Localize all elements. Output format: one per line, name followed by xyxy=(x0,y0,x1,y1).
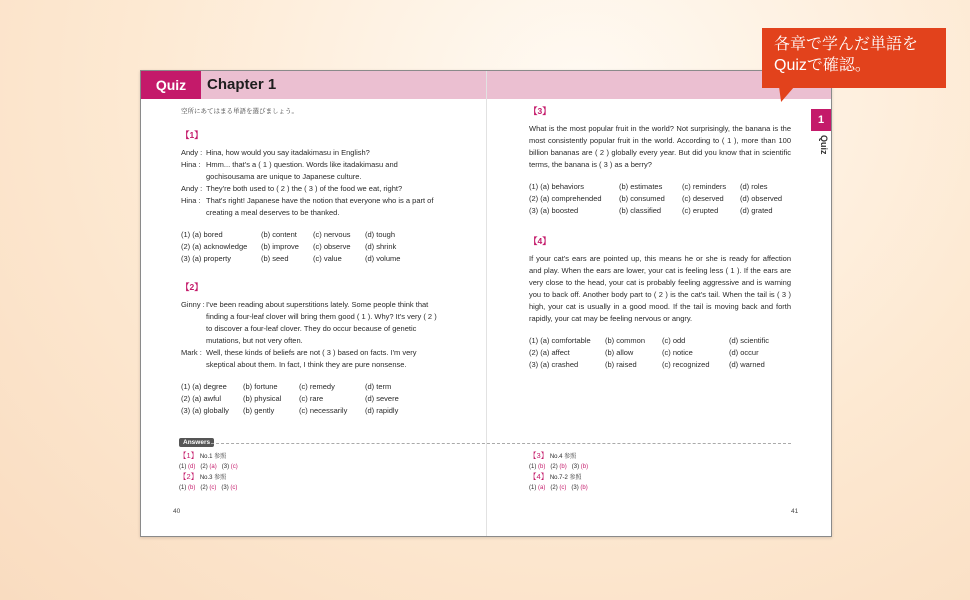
answer-title: 【2】 xyxy=(179,472,199,481)
dialog-line xyxy=(181,195,443,219)
option: (d) scientific xyxy=(729,336,770,345)
option: (c) observe xyxy=(313,242,351,251)
answer-num: (3) xyxy=(221,463,230,470)
answer-ref: No.7-2 参照 xyxy=(549,475,582,481)
option: (d) volume xyxy=(365,254,401,263)
option-row xyxy=(181,405,443,417)
answer-num: (3) xyxy=(221,484,229,491)
chapter-tab-number: 1 xyxy=(811,109,831,131)
utterance: Hmm... that's a ( 1 ) question. Words like itadakimasu and gochisousama are unique to Japanese culture. xyxy=(206,160,398,181)
option: (1) (a) bored xyxy=(181,230,223,239)
option: (b) content xyxy=(261,230,297,239)
option: (d) shrink xyxy=(365,242,397,251)
utterance: I've been reading about superstitions lately. Some people think that finding a four-leaf clover will bring them good ( 1 ). Why? It's very ( 2 ) to discover a four-leaf clover. They do occur because of genetic mutations, but not very often. xyxy=(206,300,437,345)
answer-items xyxy=(529,484,588,494)
options xyxy=(529,335,791,371)
option: (b) raised xyxy=(605,360,637,369)
speaker: Hina : xyxy=(181,196,201,205)
option: (b) improve xyxy=(261,242,299,251)
speaker: Mark : xyxy=(181,348,202,357)
callout-line-1: 各章で学んだ単語を xyxy=(774,36,919,53)
passage: If your cat's ears are pointed up, this means he or she is ready for affection and play. When the ears are lower, your cat is feeling less ( 1 ). If the ears are very close to the head, your cat is probably feeling aggressive and is warning you to back off. Another body part to ( 2 ) is the cat's tail. When the tail is ( 3 ) high, your cat is usually in a good mood. If the tail is moving back and forth rapidly, your cat may be feeling nervous or angry. xyxy=(529,254,791,323)
option: (d) occur xyxy=(729,348,759,357)
utterance: They're both used to ( 2 ) the ( 3 ) of the food we eat, right? xyxy=(206,184,403,193)
option: (2) (a) awful xyxy=(181,394,222,403)
option-row xyxy=(181,229,443,241)
speaker: Andy : xyxy=(181,148,203,157)
chapter-tab-label: Quiz xyxy=(819,135,829,155)
answer-num: (1) xyxy=(529,463,537,470)
answer-key: (c) xyxy=(230,463,238,470)
option: (d) tough xyxy=(365,230,396,239)
answer-items xyxy=(529,463,588,473)
option: (b) fortune xyxy=(243,382,278,391)
option: (c) deserved xyxy=(682,194,724,203)
speaker: Andy : xyxy=(181,184,203,193)
option: (c) remedy xyxy=(299,382,335,391)
section-4 xyxy=(529,235,791,371)
answers-divider xyxy=(211,443,791,444)
option: (d) rapidly xyxy=(365,406,399,415)
option: (c) nervous xyxy=(313,230,351,239)
option: (2) (a) affect xyxy=(529,348,570,357)
section-2 xyxy=(181,281,443,417)
option-row xyxy=(529,181,791,193)
option: (3) (a) property xyxy=(181,254,232,263)
dialog xyxy=(181,299,443,371)
option: (d) observed xyxy=(740,194,783,203)
answer-title: 【4】 xyxy=(529,472,549,481)
utterance: That's right! Japanese have the notion that everyone who is a part of creating a meal deserves to be thanked. xyxy=(206,196,434,217)
page-fold xyxy=(486,71,487,536)
option: (c) odd xyxy=(662,336,686,345)
answer-num: (3) xyxy=(571,484,579,491)
answer-block-1 xyxy=(179,451,238,493)
answer-block-2 xyxy=(529,451,588,493)
answer-ref: No.1 参照 xyxy=(199,454,227,460)
option-row xyxy=(181,241,443,253)
page-number-right: 41 xyxy=(791,508,799,515)
option: (d) roles xyxy=(740,182,768,191)
option: (c) reminders xyxy=(682,182,727,191)
option-row xyxy=(529,193,791,205)
option: (d) grated xyxy=(740,206,773,215)
option: (c) recognized xyxy=(662,360,710,369)
page-number-left: 40 xyxy=(173,508,181,515)
option-row xyxy=(181,381,443,393)
options xyxy=(529,181,791,217)
answer-key: (b) xyxy=(580,484,588,491)
option: (b) seed xyxy=(261,254,289,263)
option-row xyxy=(529,205,791,217)
option: (d) warned xyxy=(729,360,765,369)
option: (3) (a) boosted xyxy=(529,206,579,215)
instruction-text: 空所にあてはまる単語を選びましょう。 xyxy=(181,108,298,115)
answer-title: 【3】 xyxy=(529,451,549,460)
answer-key: (b) xyxy=(188,484,196,491)
option: (3) (a) crashed xyxy=(529,360,579,369)
answer-key: (c) xyxy=(559,484,567,491)
answer-num: (1) xyxy=(529,484,537,491)
answer-key: (b) xyxy=(538,463,546,470)
dialog-line xyxy=(181,299,443,347)
callout-bubble xyxy=(762,28,946,88)
option: (d) severe xyxy=(365,394,399,403)
passage: What is the most popular fruit in the world? Not surprisingly, the banana is the most consistently popular fruit in the world. According to ( 1 ), more than 100 billion bananas are ( 2 ) globally every year. But did you know that in scientific terms, the banana is ( 3 ) as a berry? xyxy=(529,124,791,169)
section-3 xyxy=(529,105,791,217)
answer-num: (2) xyxy=(200,463,208,470)
section-3-title: 【3】 xyxy=(529,106,551,116)
utterance: Hina, how would you say itadakimasu in English? xyxy=(206,148,370,157)
option: (b) consumed xyxy=(619,194,665,203)
answer-items xyxy=(179,484,238,494)
option: (c) notice xyxy=(662,348,693,357)
option-row xyxy=(529,347,791,359)
option: (c) erupted xyxy=(682,206,719,215)
section-4-title: 【4】 xyxy=(529,236,551,246)
speaker: Hina : xyxy=(181,160,201,169)
dialog-line xyxy=(181,183,443,195)
option: (b) common xyxy=(605,336,646,345)
dialog-line xyxy=(181,347,443,371)
callout-line-2: Quizで確認。 xyxy=(774,57,871,74)
dialog xyxy=(181,147,443,219)
quiz-tag: Quiz xyxy=(141,71,201,99)
answer-key: (c) xyxy=(230,484,238,491)
section-1-title: 【1】 xyxy=(181,130,203,140)
dialog-line xyxy=(181,147,443,159)
option: (2) (a) acknowledge xyxy=(181,242,248,251)
option: (c) necessarily xyxy=(299,406,348,415)
option: (b) allow xyxy=(605,348,634,357)
option: (1) (a) degree xyxy=(181,382,227,391)
option: (c) rare xyxy=(299,394,324,403)
speaker: Ginny : xyxy=(181,300,205,309)
option: (b) classified xyxy=(619,206,662,215)
option: (1) (a) behaviors xyxy=(529,182,585,191)
answer-num: (2) xyxy=(550,484,558,491)
answer-num: (1) xyxy=(179,463,187,470)
answer-title: 【1】 xyxy=(179,451,199,460)
option: (b) estimates xyxy=(619,182,663,191)
option: (b) gently xyxy=(243,406,275,415)
answer-num: (3) xyxy=(571,463,580,470)
textbook-spread xyxy=(140,70,832,537)
option: (2) (a) comprehended xyxy=(529,194,602,203)
option-row xyxy=(529,359,791,371)
option: (3) (a) globally xyxy=(181,406,229,415)
answers-label: Answers xyxy=(179,438,214,447)
section-2-title: 【2】 xyxy=(181,282,203,292)
chapter-title: Chapter 1 xyxy=(207,76,277,93)
option-row xyxy=(529,335,791,347)
option-row xyxy=(181,393,443,405)
section-1 xyxy=(181,129,443,265)
answer-num: (2) xyxy=(200,484,208,491)
option: (c) value xyxy=(313,254,342,263)
answer-key: (b) xyxy=(580,463,589,470)
option: (1) (a) comfortable xyxy=(529,336,591,345)
option: (d) term xyxy=(365,382,392,391)
utterance: Well, these kinds of beliefs are not ( 3 ) based on facts. I'm very skeptical about them. In fact, I think they are pure nonsense. xyxy=(206,348,417,369)
option-row xyxy=(181,253,443,265)
answer-key: (c) xyxy=(209,484,217,491)
answer-num: (2) xyxy=(550,463,558,470)
answer-key: (b) xyxy=(559,463,567,470)
answer-key: (a) xyxy=(538,484,546,491)
option: (b) physical xyxy=(243,394,282,403)
answer-key: (a) xyxy=(209,463,217,470)
answer-num: (1) xyxy=(179,484,187,491)
answer-items xyxy=(179,463,238,473)
answer-ref: No.4 参照 xyxy=(549,454,577,460)
answer-key: (d) xyxy=(188,463,196,470)
dialog-line xyxy=(181,159,443,183)
options xyxy=(181,381,443,417)
options xyxy=(181,229,443,265)
answer-ref: No.3 参照 xyxy=(199,475,227,481)
